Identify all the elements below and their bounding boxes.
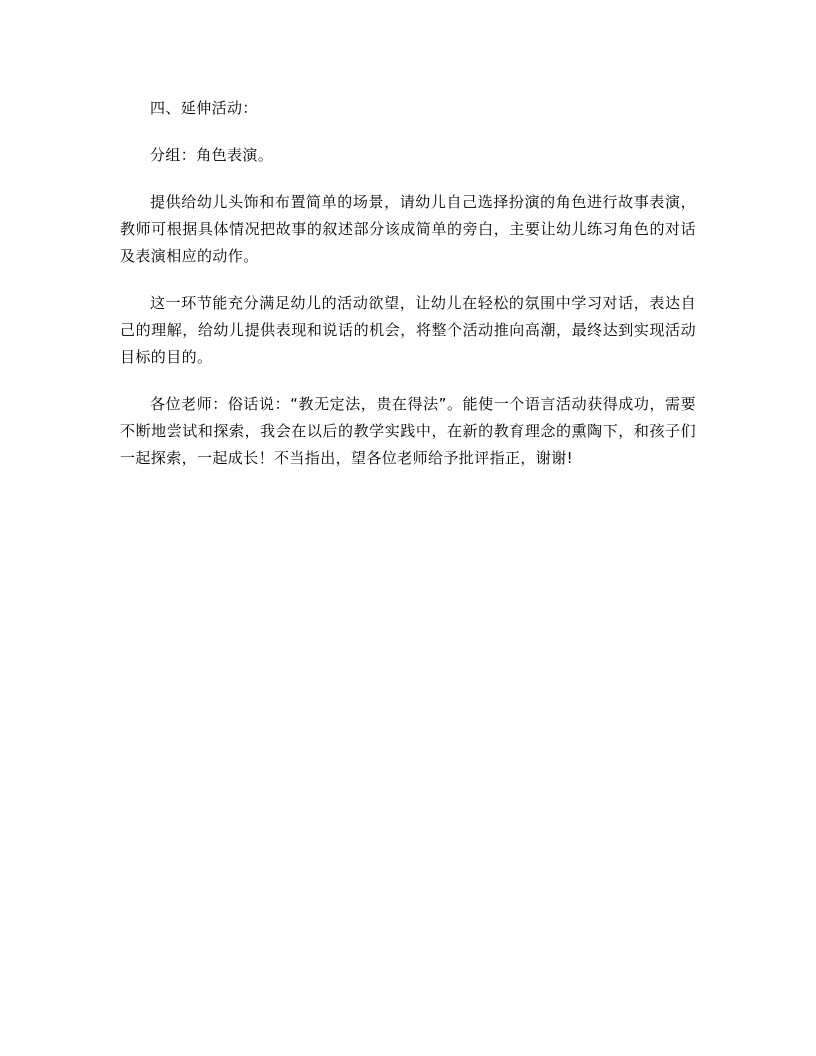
section-heading-extension-activity: 四、延伸活动：	[150, 99, 258, 117]
paragraph-activity-summary: 这一环节能充分满足幼儿的活动欲望，让幼儿在轻松的氛围中学习对话，表达自己的理解，给幼儿提供表现和说话的机会，将整个活动推向高潮，最终达到实现活动目标的目的。	[120, 294, 696, 366]
document-body	[120, 95, 696, 472]
paragraph-props-and-scene: 提供给幼儿头饰和布置简单的场景，请幼儿自己选择扮演的角色进行故事表演，教师可根据具体情况把故事的叙述部分该成简单的旁白，主要让幼儿练习角色的对话及表演相应的动作。	[120, 193, 696, 265]
paragraph-closing-remarks: 各位老师：俗话说：“教无定法，贵在得法”。能使一个语言活动获得成功，需要不断地尝试和探索，我会在以后的教学实践中，在新的教育理念的熏陶下，和孩子们一起探索，一起成长！不当指出，望各位老师给予批评指正，谢谢!	[120, 395, 696, 467]
paragraph-grouping: 分组：角色表演。	[150, 146, 274, 164]
